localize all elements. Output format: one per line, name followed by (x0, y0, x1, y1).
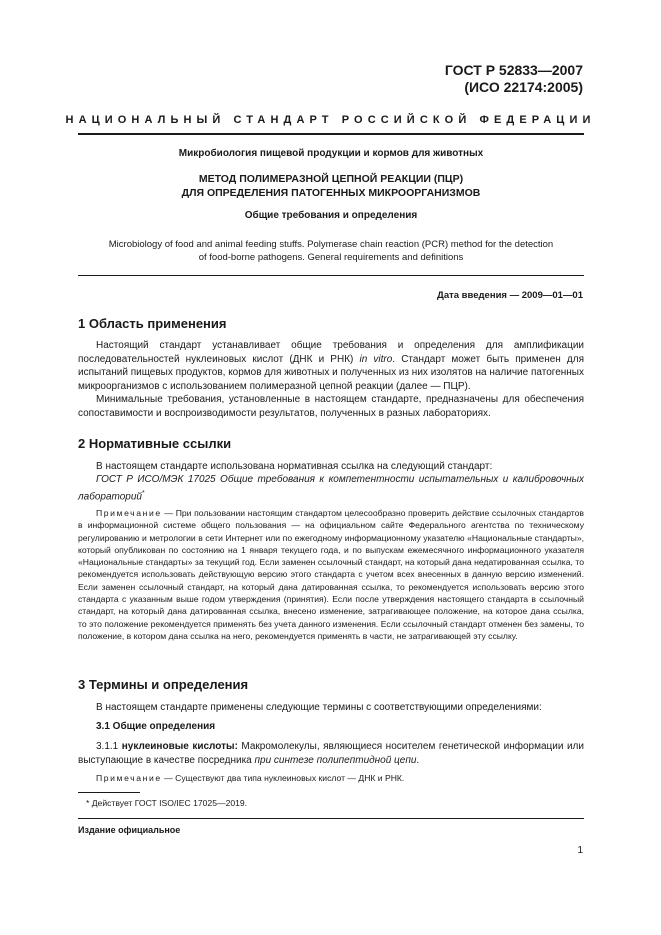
standard-code (445, 62, 583, 96)
section-2-note (78, 507, 584, 642)
document-subject: Микробиология пищевой продукции и кормов для животных (178, 148, 484, 159)
s1p1-text-b: . Стандарт может быть применен для испытаний пищевых продуктов, кормов для животных и полученных из них изолятов на наличие патогенных микроорганизмов с использованием полимеразной цепной реакции (далее — ПЦР). (78, 353, 585, 392)
reference-text: ГОСТ Р ИСО/МЭК 17025 Общие требования к компетентности испытательных и калибровочных лабораторий (78, 474, 584, 502)
s1p1-italic: in vitro (359, 353, 393, 365)
section-3-heading: 3 Термины и определения (78, 677, 249, 692)
official-edition-label: Издание официальное (78, 825, 181, 835)
standard-number: ГОСТ Р 52833—2007 (444, 62, 583, 78)
term-definition (78, 740, 584, 767)
page-number: 1 (577, 845, 583, 856)
term-definition-italic: при синтезе полипептидной цепи (254, 754, 417, 766)
note-text: — Существуют два типа нуклеиновых кислот — ДНК и РНК. (161, 773, 405, 783)
english-title-line-2: of food-borne pathogens. General requirements and definitions (198, 252, 464, 263)
section-2-paragraph-1: В настоящем стандарте использована нормативная ссылка на следующий стандарт: (96, 461, 493, 472)
footnote-mark: * (141, 489, 145, 497)
subsection-3-1-heading: 3.1 Общие определения (96, 721, 216, 732)
s1p1-text-a: Настоящий стандарт устанавливает общие требования и определения для амплификации последовательностей нуклеиновых кислот (ДНК и РНК) (78, 340, 584, 365)
title-divider (78, 275, 584, 276)
english-title (78, 238, 584, 264)
term-number: 3.1.1 (96, 741, 122, 752)
footer-divider (78, 818, 584, 819)
document-title (78, 172, 584, 200)
footnote: * Действует ГОСТ ISO/IEC 17025—2019. (86, 798, 248, 808)
normative-reference (78, 473, 584, 503)
section-1-heading: 1 Область применения (78, 316, 227, 331)
section-1-paragraph-2: Минимальные требования, установленные в настоящем стандарте, предназначены для обеспечения сопоставимости и воспроизводимости результатов, полученных в разных лабораториях. (78, 394, 584, 419)
introduction-date: Дата введения — 2009—01—01 (437, 290, 583, 301)
title-line-2: ДЛЯ ОПРЕДЕЛЕНИЯ ПАТОГЕННЫХ МИКРООРГАНИЗМОВ (181, 187, 481, 199)
iso-number: (ИСО 22174:2005) (464, 79, 583, 95)
term-definition-text: Макромолекулы, являющиеся носителем генетической информации или выступающие в качестве посредника (78, 741, 584, 766)
term-name: нуклеиновые кислоты: (121, 741, 238, 752)
section-1-paragraph-1 (78, 339, 584, 393)
section-3-paragraph-1: В настоящем стандарте применены следующие термины с соответствующими определениями: (96, 702, 542, 713)
term-definition-end: . (416, 754, 420, 766)
title-line-1: МЕТОД ПОЛИМЕРАЗНОЙ ЦЕПНОЙ РЕАКЦИИ (ПЦР) (198, 173, 464, 185)
note-label: Примечание (96, 773, 162, 783)
national-standard-banner: НАЦИОНАЛЬНЫЙ СТАНДАРТ РОССИЙСКОЙ ФЕДЕРАЦИИ (65, 114, 596, 126)
footnote-divider (78, 792, 140, 793)
top-divider (78, 133, 584, 135)
document-subtitle: Общие требования и определения (244, 210, 418, 221)
note-label: Примечание (96, 508, 162, 518)
section-3-note (78, 772, 584, 784)
section-2-heading: 2 Нормативные ссылки (78, 436, 232, 451)
english-title-line-1: Microbiology of food and animal feeding stuffs. Polymerase chain reaction (PCR) method for the detection (108, 239, 554, 250)
note-text: — При пользовании настоящим стандартом целесообразно проверить действие ссылочных стандартов в информационной системе общего пользования — на официальном сайте Федерального агентства по техническому регулированию и метрологии в сети Интернет или по ежегодному информационному указателю «Национальные стандарты», который опубликован по состоянию на 1 января текущего года, и по выпускам ежемесячного информационного указателя «Национальные стандарты» за текущий год. Если заменен ссылочный стандарт, на который дана недатированная ссылка, то рекомендуется использовать действующую версию этого стандарта с учетом всех внесенных в данную версию изменений. Если заменен ссылочный стандарт, на который дана датированная ссылка, то рекомендуется использовать версию этого стандарта с указанным выше годом утверждения (принятия). Если после утверждения настоящего стандарта в ссылочный стандарт, на который дана датированная ссылка, внесено изменение, затрагивающее положение, на которое дана ссылка, то это положение рекомендуется применять без учета данного изменения. Если ссылочный стандарт отменен без замены, то положение, в котором дана ссылка на него, рекомендуется применять в части, не затрагивающей эту ссылку. (78, 508, 584, 641)
